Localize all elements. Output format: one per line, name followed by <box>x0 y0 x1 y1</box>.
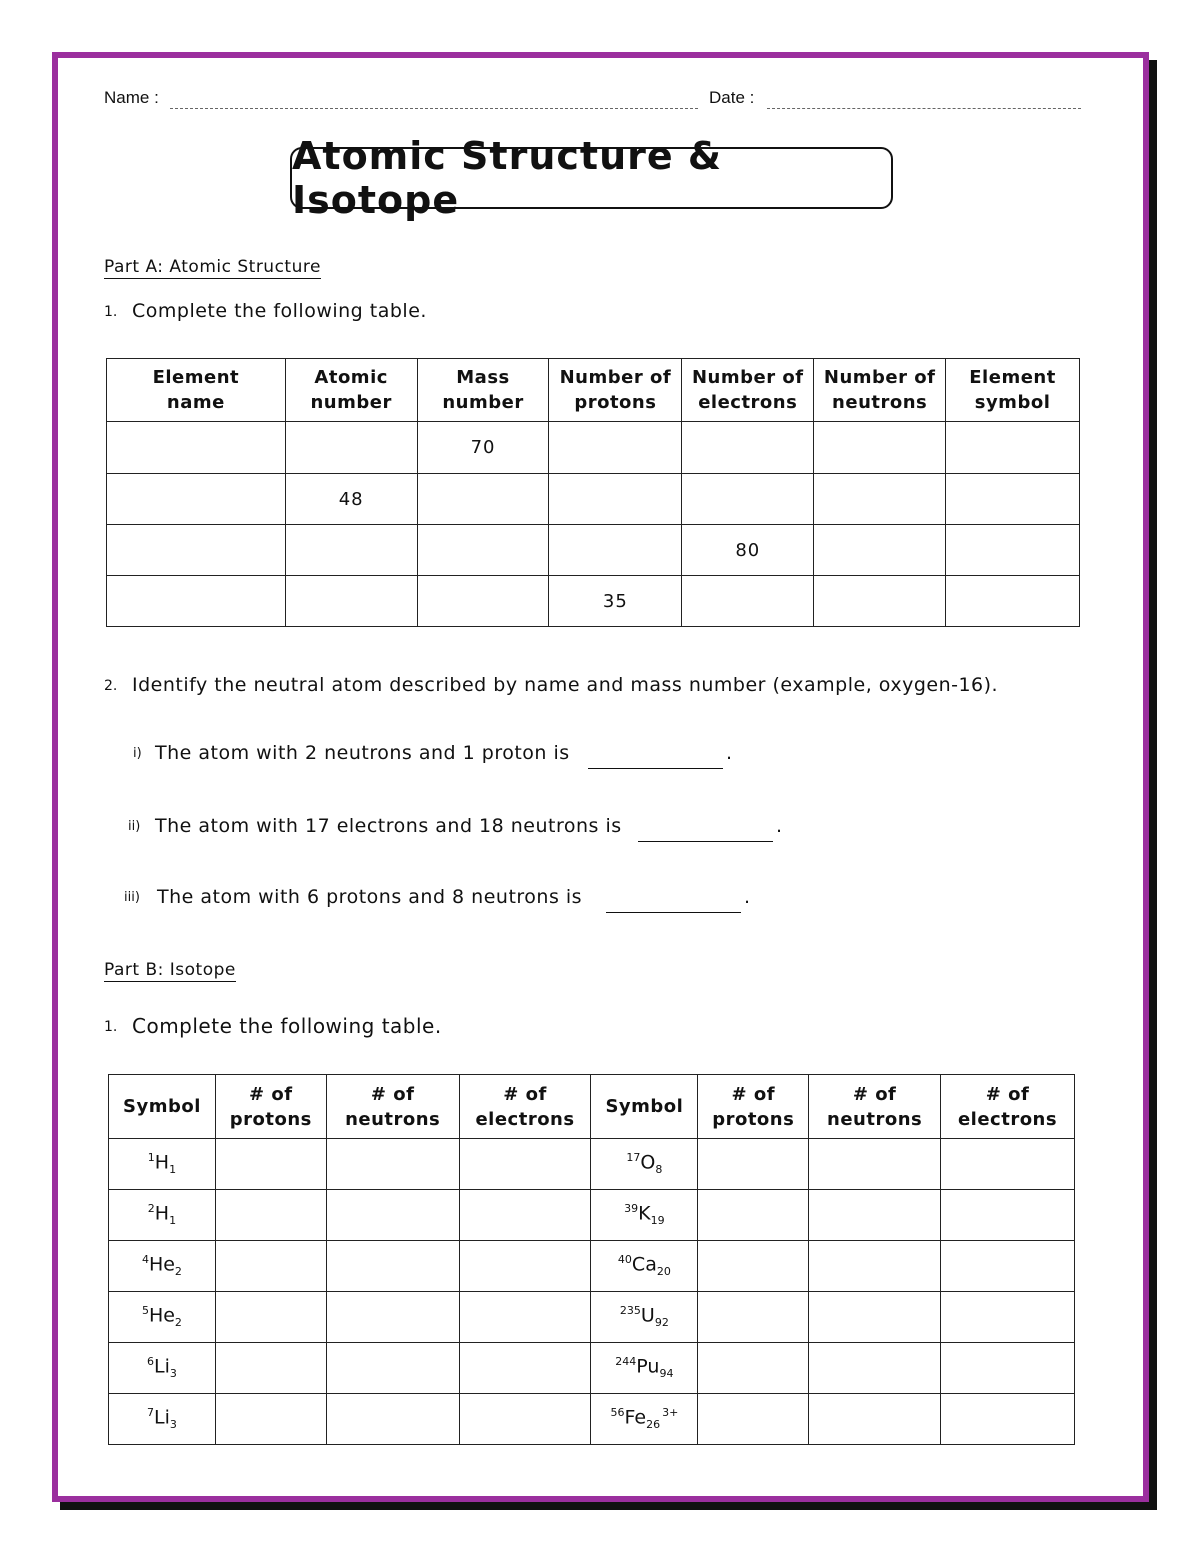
column-header-4 <box>459 1075 591 1139</box>
column-header-7 <box>946 359 1080 422</box>
answer-cell[interactable] <box>326 1241 459 1292</box>
date-label: Date : <box>709 88 755 107</box>
answer-cell[interactable] <box>809 1190 941 1241</box>
answer-cell[interactable] <box>215 1241 326 1292</box>
answer-cell[interactable] <box>215 1394 326 1445</box>
q2-item-2-text: The atom with 17 electrons and 18 neutrons is <box>155 815 622 837</box>
answer-cell[interactable] <box>814 474 946 525</box>
q2-item-3-period: . <box>744 886 751 908</box>
answer-cell[interactable] <box>814 422 946 474</box>
given-value-cell: 70 <box>417 422 549 474</box>
answer-cell[interactable] <box>107 474 286 525</box>
header-line: Element <box>969 367 1056 388</box>
answer-cell[interactable] <box>459 1241 591 1292</box>
header-line: Element <box>152 367 240 388</box>
answer-cell[interactable] <box>326 1394 459 1445</box>
q2-item-1-numeral: i) <box>133 746 142 761</box>
table-row <box>107 576 1080 627</box>
isotope-symbol: $^2H_1$ <box>109 1190 216 1241</box>
column-header-3 <box>326 1075 459 1139</box>
answer-cell[interactable] <box>809 1241 941 1292</box>
header-line: Number of <box>559 367 672 388</box>
part-a-q2-text: Identify the neutral atom described by name and mass number (example, oxygen-16). <box>132 674 999 696</box>
part-a-q2-number: 2. <box>104 678 118 694</box>
header-line: # of <box>731 1083 776 1105</box>
answer-cell[interactable] <box>459 1190 591 1241</box>
answer-cell[interactable] <box>459 1139 591 1190</box>
header-line: protons <box>712 1108 795 1130</box>
isotope-symbol: $^4He_2$ <box>109 1241 216 1292</box>
table-row <box>109 1343 1075 1394</box>
answer-cell[interactable] <box>326 1139 459 1190</box>
header-line: Atomic <box>314 367 388 388</box>
isotope-table <box>108 1074 1075 1445</box>
answer-cell[interactable] <box>549 422 682 474</box>
header-line: # of <box>249 1083 293 1105</box>
table-row <box>109 1190 1075 1241</box>
q2-item-1-text: The atom with 2 neutrons and 1 proton is <box>155 742 570 764</box>
header-line: protons <box>574 392 657 413</box>
answer-cell[interactable] <box>814 576 946 627</box>
column-header-4 <box>549 359 682 422</box>
header-line: electrons <box>475 1108 575 1130</box>
column-header-6 <box>814 359 946 422</box>
given-value-cell: 35 <box>549 576 682 627</box>
answer-cell[interactable] <box>285 576 417 627</box>
answer-cell[interactable] <box>698 1292 809 1343</box>
isotope-symbol: $^7Li_3$ <box>109 1394 216 1445</box>
q2-item-2-answer-blank[interactable] <box>638 841 773 842</box>
isotope-symbol: $^6Li_3$ <box>109 1343 216 1394</box>
name-field[interactable] <box>170 108 698 109</box>
given-value-cell: 80 <box>682 525 814 576</box>
answer-cell[interactable] <box>698 1343 809 1394</box>
column-header-1 <box>109 1075 216 1139</box>
column-header-1 <box>107 359 286 422</box>
header-line: Number of <box>823 367 936 388</box>
answer-cell[interactable] <box>459 1292 591 1343</box>
answer-cell[interactable] <box>107 525 286 576</box>
answer-cell[interactable] <box>417 576 549 627</box>
date-field[interactable] <box>767 108 1081 109</box>
answer-cell[interactable] <box>698 1394 809 1445</box>
answer-cell[interactable] <box>941 1241 1075 1292</box>
answer-cell[interactable] <box>941 1190 1075 1241</box>
answer-cell[interactable] <box>941 1139 1075 1190</box>
answer-cell[interactable] <box>107 422 286 474</box>
answer-cell[interactable] <box>946 525 1080 576</box>
answer-cell[interactable] <box>682 576 814 627</box>
q2-item-2-numeral: ii) <box>128 819 141 834</box>
table-row <box>109 1292 1075 1343</box>
header-line: number <box>310 392 392 413</box>
table-row <box>109 1139 1075 1190</box>
header-line: # of <box>503 1083 547 1105</box>
header-line: # of <box>852 1083 897 1105</box>
header-line: electrons <box>698 392 798 413</box>
q2-item-3-text: The atom with 6 protons and 8 neutrons is <box>157 886 583 908</box>
part-a-heading: Part A: Atomic Structure <box>104 257 321 277</box>
answer-cell[interactable] <box>215 1139 326 1190</box>
answer-cell[interactable] <box>946 474 1080 525</box>
isotope-symbol: $^{235}U_{92}$ <box>591 1292 698 1343</box>
column-header-5 <box>591 1075 698 1139</box>
isotope-symbol: $^{40}Ca_{20}$ <box>591 1241 698 1292</box>
answer-cell[interactable] <box>682 474 814 525</box>
table-row <box>107 474 1080 525</box>
answer-cell[interactable] <box>698 1241 809 1292</box>
answer-cell[interactable] <box>809 1292 941 1343</box>
table-row <box>107 525 1080 576</box>
answer-cell[interactable] <box>549 474 682 525</box>
answer-cell[interactable] <box>809 1394 941 1445</box>
part-b-q1-number: 1. <box>104 1019 118 1035</box>
header-line: number <box>442 392 524 413</box>
header-line: # of <box>370 1083 415 1105</box>
answer-cell[interactable] <box>698 1190 809 1241</box>
column-header-6 <box>698 1075 809 1139</box>
answer-cell[interactable] <box>946 576 1080 627</box>
part-b-q1-text: Complete the following table. <box>132 1014 442 1038</box>
column-header-8 <box>941 1075 1075 1139</box>
part-b-heading: Part B: Isotope <box>104 960 236 980</box>
answer-cell[interactable] <box>459 1343 591 1394</box>
table-row <box>109 1241 1075 1292</box>
answer-cell[interactable] <box>326 1343 459 1394</box>
answer-cell[interactable] <box>285 422 417 474</box>
part-a-q1-text: Complete the following table. <box>132 300 427 322</box>
isotope-symbol: $^{39}K_{19}$ <box>591 1190 698 1241</box>
isotope-symbol: $^{56}Fe_{26}^{3+}$ <box>591 1394 698 1445</box>
answer-cell[interactable] <box>215 1343 326 1394</box>
table-row <box>109 1394 1075 1445</box>
answer-cell[interactable] <box>682 422 814 474</box>
answer-cell[interactable] <box>941 1343 1075 1394</box>
column-header-3 <box>417 359 549 422</box>
isotope-symbol: $^5He_2$ <box>109 1292 216 1343</box>
given-value-cell: 48 <box>285 474 417 525</box>
isotope-symbol: $^{244}Pu_{94}$ <box>591 1343 698 1394</box>
q2-item-3-answer-blank[interactable] <box>606 912 741 913</box>
header-line: neutrons <box>827 1108 923 1130</box>
column-header-5 <box>682 359 814 422</box>
isotope-symbol: $^{17}O_8$ <box>591 1139 698 1190</box>
answer-cell[interactable] <box>549 525 682 576</box>
answer-cell[interactable] <box>326 1292 459 1343</box>
answer-cell[interactable] <box>814 525 946 576</box>
worksheet-title: Atomic Structure & Isotope <box>290 147 893 209</box>
q2-item-3-numeral: iii) <box>124 890 140 905</box>
answer-cell[interactable] <box>417 525 549 576</box>
header-line: Symbol <box>605 1096 684 1117</box>
answer-cell[interactable] <box>285 525 417 576</box>
answer-cell[interactable] <box>941 1394 1075 1445</box>
q2-item-1-answer-blank[interactable] <box>588 768 723 769</box>
column-header-2 <box>215 1075 326 1139</box>
answer-cell[interactable] <box>946 422 1080 474</box>
q2-item-1-period: . <box>726 742 733 764</box>
header-line: name <box>166 392 225 413</box>
answer-cell[interactable] <box>809 1343 941 1394</box>
answer-cell[interactable] <box>215 1292 326 1343</box>
answer-cell[interactable] <box>698 1139 809 1190</box>
header-line: Symbol <box>123 1096 201 1117</box>
answer-cell[interactable] <box>215 1190 326 1241</box>
answer-cell[interactable] <box>459 1394 591 1445</box>
answer-cell[interactable] <box>107 576 286 627</box>
header-line: neutrons <box>832 392 928 413</box>
column-header-7 <box>809 1075 941 1139</box>
name-label: Name : <box>104 88 159 107</box>
answer-cell[interactable] <box>809 1139 941 1190</box>
q2-item-2-period: . <box>776 815 783 837</box>
answer-cell[interactable] <box>417 474 549 525</box>
column-header-2 <box>285 359 417 422</box>
part-a-q1-number: 1. <box>104 304 118 320</box>
header-line: electrons <box>957 1108 1058 1130</box>
table-row <box>107 422 1080 474</box>
isotope-symbol: $^1H_1$ <box>109 1139 216 1190</box>
header-line: protons <box>229 1108 312 1130</box>
header-line: Number of <box>691 367 804 388</box>
header-line: Mass <box>456 367 510 388</box>
answer-cell[interactable] <box>326 1190 459 1241</box>
header-line: neutrons <box>345 1108 441 1130</box>
atomic-structure-table <box>106 358 1080 627</box>
header-line: symbol <box>974 392 1051 413</box>
header-line: # of <box>985 1083 1030 1105</box>
answer-cell[interactable] <box>941 1292 1075 1343</box>
